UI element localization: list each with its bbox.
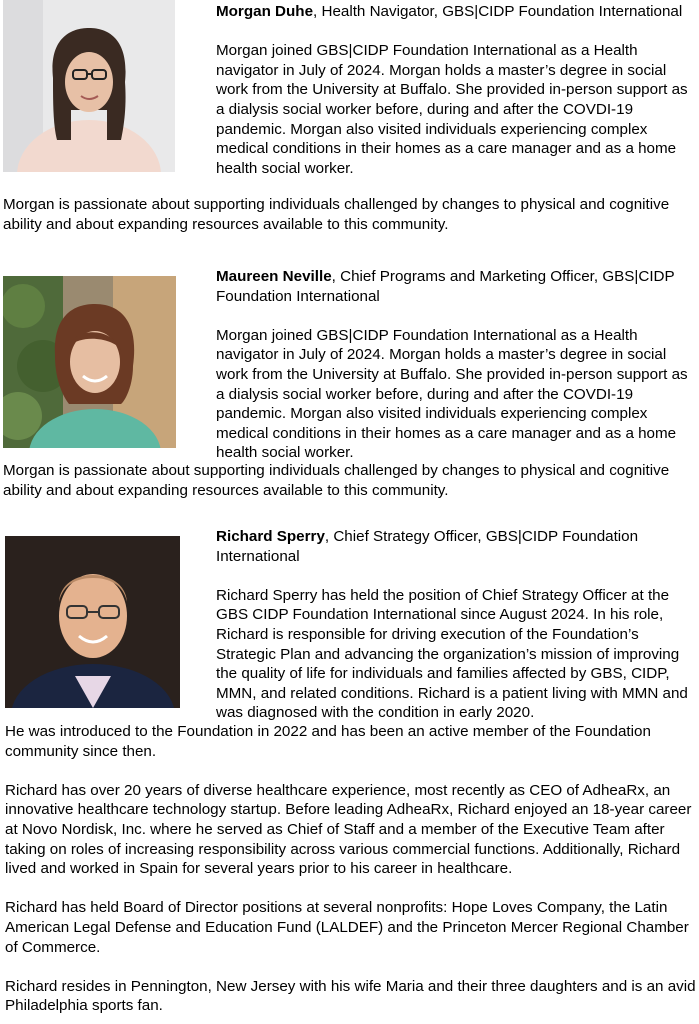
profile-name: Richard Sperry xyxy=(216,528,325,545)
profile-bio-continued: Morgan is passionate about supporting individuals challenged by changes to physical and cognitive ability and about expanding resources available to this community. xyxy=(3,196,670,233)
profile-bio: Morgan joined GBS|CIDP Foundation International as a Health navigator in July of 2024. Morgan holds a master’s degree in social work from the University at Buffalo. She provided in-person support as a dialysis social worker before, during and after the COVDI-19 pandemic. Morgan also visited individuals experiencing complex medical conditions in their homes as a care manager and as a home health social worker. xyxy=(216,326,688,462)
profile-bio-paragraph: Richard has over 20 years of diverse healthcare experience, most recently as CEO of AdheaRx, an innovative healthcare technology startup. Before leading AdheaRx, Richard enjoyed an 18-year career at Novo Nordisk, Inc. where he served as Chief of Staff and a member of the Executive Team after taking on roles of increasing responsibility across various commercial functions. Additionally, Richard lived and worked in Spain for several years prior to his career in healthcare. xyxy=(5,781,692,878)
profile-title: , Health Navigator, GBS|CIDP Foundation International xyxy=(313,3,683,20)
maureen-neville-photo xyxy=(3,276,176,448)
profile-title: , Chief Programs and Marketing Officer, GBS|CIDP Foundation International xyxy=(216,268,675,305)
profile-title: , Chief Strategy Officer, GBS|CIDP Foundation International xyxy=(216,528,639,565)
profile-maureen-side-text xyxy=(216,267,694,463)
profile-name: Maureen Neville xyxy=(216,268,332,285)
richard-sperry-photo xyxy=(5,536,180,708)
morgan-duhe-photo xyxy=(3,0,175,172)
profile-bio-paragraph: Richard resides in Pennington, New Jersey with his wife Maria and their three daughters and is an avid Philadelphia sports fan. xyxy=(5,977,696,1015)
profile-bio: Morgan joined GBS|CIDP Foundation International as a Health navigator in July of 2024. Morgan holds a master’s degree in social work from the University at Buffalo. She provided in-person support as a dialysis social worker before, during and after the COVDI-19 pandemic. Morgan also visited individuals experiencing complex medical conditions in their homes as a care manager and as a home health social worker. xyxy=(216,42,688,177)
profile-richard-full-text xyxy=(5,722,697,1016)
profile-bio-paragraph: He was introduced to the Foundation in 2022 and has been an active member of the Foundation community since then. xyxy=(5,723,651,760)
profile-bio-paragraph: Richard has held Board of Director positions at several nonprofits: Hope Loves Company, the Latin American Legal Defense and Education Fund (LALDEF) and the Princeton Mercer Regional Chamber of Commerce. xyxy=(5,899,689,956)
profile-bio-continued: Morgan is passionate about supporting individuals challenged by changes to physical and cognitive ability and about expanding resources available to this community. xyxy=(3,462,670,499)
profile-richard-side-text xyxy=(216,527,694,723)
profile-morgan-side-text xyxy=(216,2,694,178)
profile-name: Morgan Duhe xyxy=(216,3,314,20)
profile-bio: Richard Sperry has held the position of Chief Strategy Officer at the GBS CIDP Foundation International since August 2024. In his role, Richard is responsible for driving execution of the Foundation’s Strategic Plan and advancing the organization’s mission of improving the quality of life for individuals and families affected by GBS, CIDP, MMN, and related conditions. Richard is a patient living with MMN and was diagnosed with the condition in early 2020. xyxy=(216,586,688,722)
